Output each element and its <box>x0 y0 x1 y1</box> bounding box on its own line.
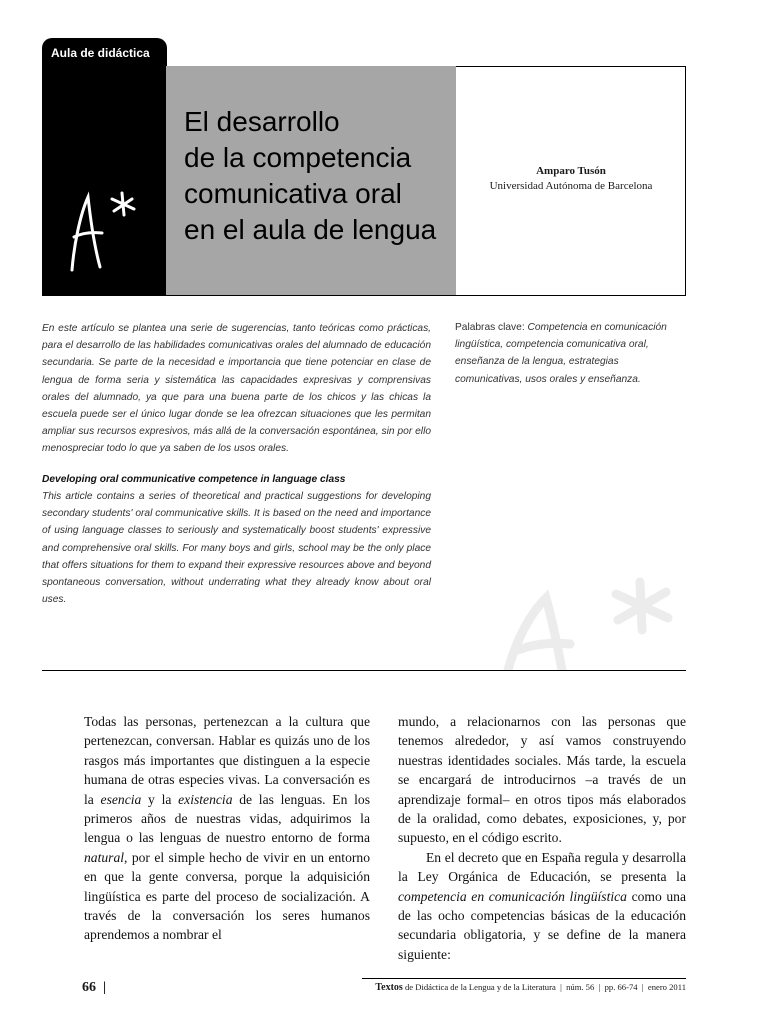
body-paragraph: mundo, a relacionarnos con las personas que tenemos alrededor, y así vamos construyendo nuestras identidades sociales. Más tarde, la escuela se encargará de introducirnos –a través de un aprendizaje formal– en otros tipos más elaborados de la oralidad, como debates, exposiciones, y, por supuesto, en el código escrito. <box>398 714 686 846</box>
body-column-right <box>398 712 686 964</box>
issue-date: enero 2011 <box>647 982 686 992</box>
body-text: , por el simple hecho de vivir en un entorno en que la gente conversa, porque la adquisición lingüística es parte del proceso de socialización. A través de la conversación los seres humanos aprendemos a nombrar el <box>84 849 370 943</box>
a-star-logo-icon <box>60 175 150 275</box>
emphasis: natural <box>84 849 125 865</box>
footer-rule <box>362 978 686 979</box>
keywords-label: Palabras clave: <box>455 322 528 333</box>
journal-footer <box>300 982 686 993</box>
body-text: En el decreto que en España regula y desarrolla la Ley Orgánica de Educación, se presenta la <box>398 849 686 885</box>
emphasis: esencia <box>100 791 142 807</box>
body-text: y la <box>141 791 179 807</box>
header-rule <box>42 295 686 296</box>
title-line: de la competencia <box>184 142 412 173</box>
author-name: Amparo Tusón <box>536 165 606 177</box>
title-line: comunicativa oral <box>184 178 402 209</box>
keywords <box>455 319 686 388</box>
body-text: de las lenguas. En los primeros años de nuestras vidas, adquirimos la lengua o las lenguas de nuestro entorno de forma <box>84 791 370 846</box>
abstract-english-title: Developing oral communicative competence in language class <box>42 474 346 485</box>
page-number <box>82 980 106 996</box>
keywords-text: Competencia en comunicación lingüística, competencia comunicativa oral, enseñanza de la lengua, estrategias comunicativas, usos orales y enseñanza. <box>455 322 667 385</box>
author-affiliation: Universidad Autónoma de Barcelona <box>489 180 653 192</box>
journal-subtitle: de Didáctica de la Lengua y de la Literatura <box>402 982 556 992</box>
section-divider <box>42 670 686 671</box>
article-title <box>184 104 436 248</box>
title-line: El desarrollo <box>184 106 340 137</box>
issue-number: núm. 56 <box>566 982 595 992</box>
footer-separator: | <box>560 982 562 992</box>
body-paragraph <box>84 712 370 945</box>
abstract-spanish: En este artículo se plantea una serie de sugerencias, tanto teóricas como prácticas, para el desarrollo de las habilidades comunicativas orales del alumnado de educación secundaria. Se parte de la necesidad e importancia que tiene potenciar en clase de lengua de forma seria y sistemática las capacidades expresivas y comprensivas orales del alumnado, ya que para una buena parte de los chicos y las chicas la escuela puede ser el único lugar donde se lea ofrezcan situaciones que les permitan ampliar sus recursos expresivos, más allá de la conversación espontánea, sin por ello menospreciar todo lo que ya saben de los usos orales. <box>42 323 431 455</box>
abstract-english: This article contains a series of theoretical and practical suggestions for developing secondary students' oral communicative skills. It is based on the need and importance of using language classes to seriously and systematically boost students' expressive and comprehensive oral skills. For many boys and girls, school may be the only place that offers situations for them to expand their expressive resources above and beyond spontaneous conversation, without underrating what they already know about oral uses. <box>42 491 431 606</box>
a-star-watermark-icon <box>500 570 690 670</box>
emphasis: competencia en comunicación lingüística <box>398 888 627 904</box>
footer-separator: | <box>641 982 644 992</box>
body-column-left <box>84 712 370 945</box>
body-text: como una de las ocho competencias básicas de la educación secundaria obligatoria, y se define de la manera siguiente: <box>398 888 686 962</box>
section-tab: Aula de didáctica <box>42 38 167 68</box>
emphasis: existencia <box>178 791 233 807</box>
page-number-separator: | <box>103 980 107 995</box>
journal-name: Textos <box>375 982 403 993</box>
page-range: pp. 66-74 <box>604 982 638 992</box>
body-paragraph <box>398 848 686 964</box>
footer-separator: | <box>598 982 601 992</box>
page-number-value: 66 <box>82 980 96 995</box>
body-text: Todas las personas, pertenezcan a la cultura que pertenezcan, conversan. Hablar es quizás uno de los rasgos más importantes que distinguen a la especie humana de otras especies vivas. La conversación es la <box>84 714 370 807</box>
title-line: en el aula de lengua <box>184 214 437 245</box>
